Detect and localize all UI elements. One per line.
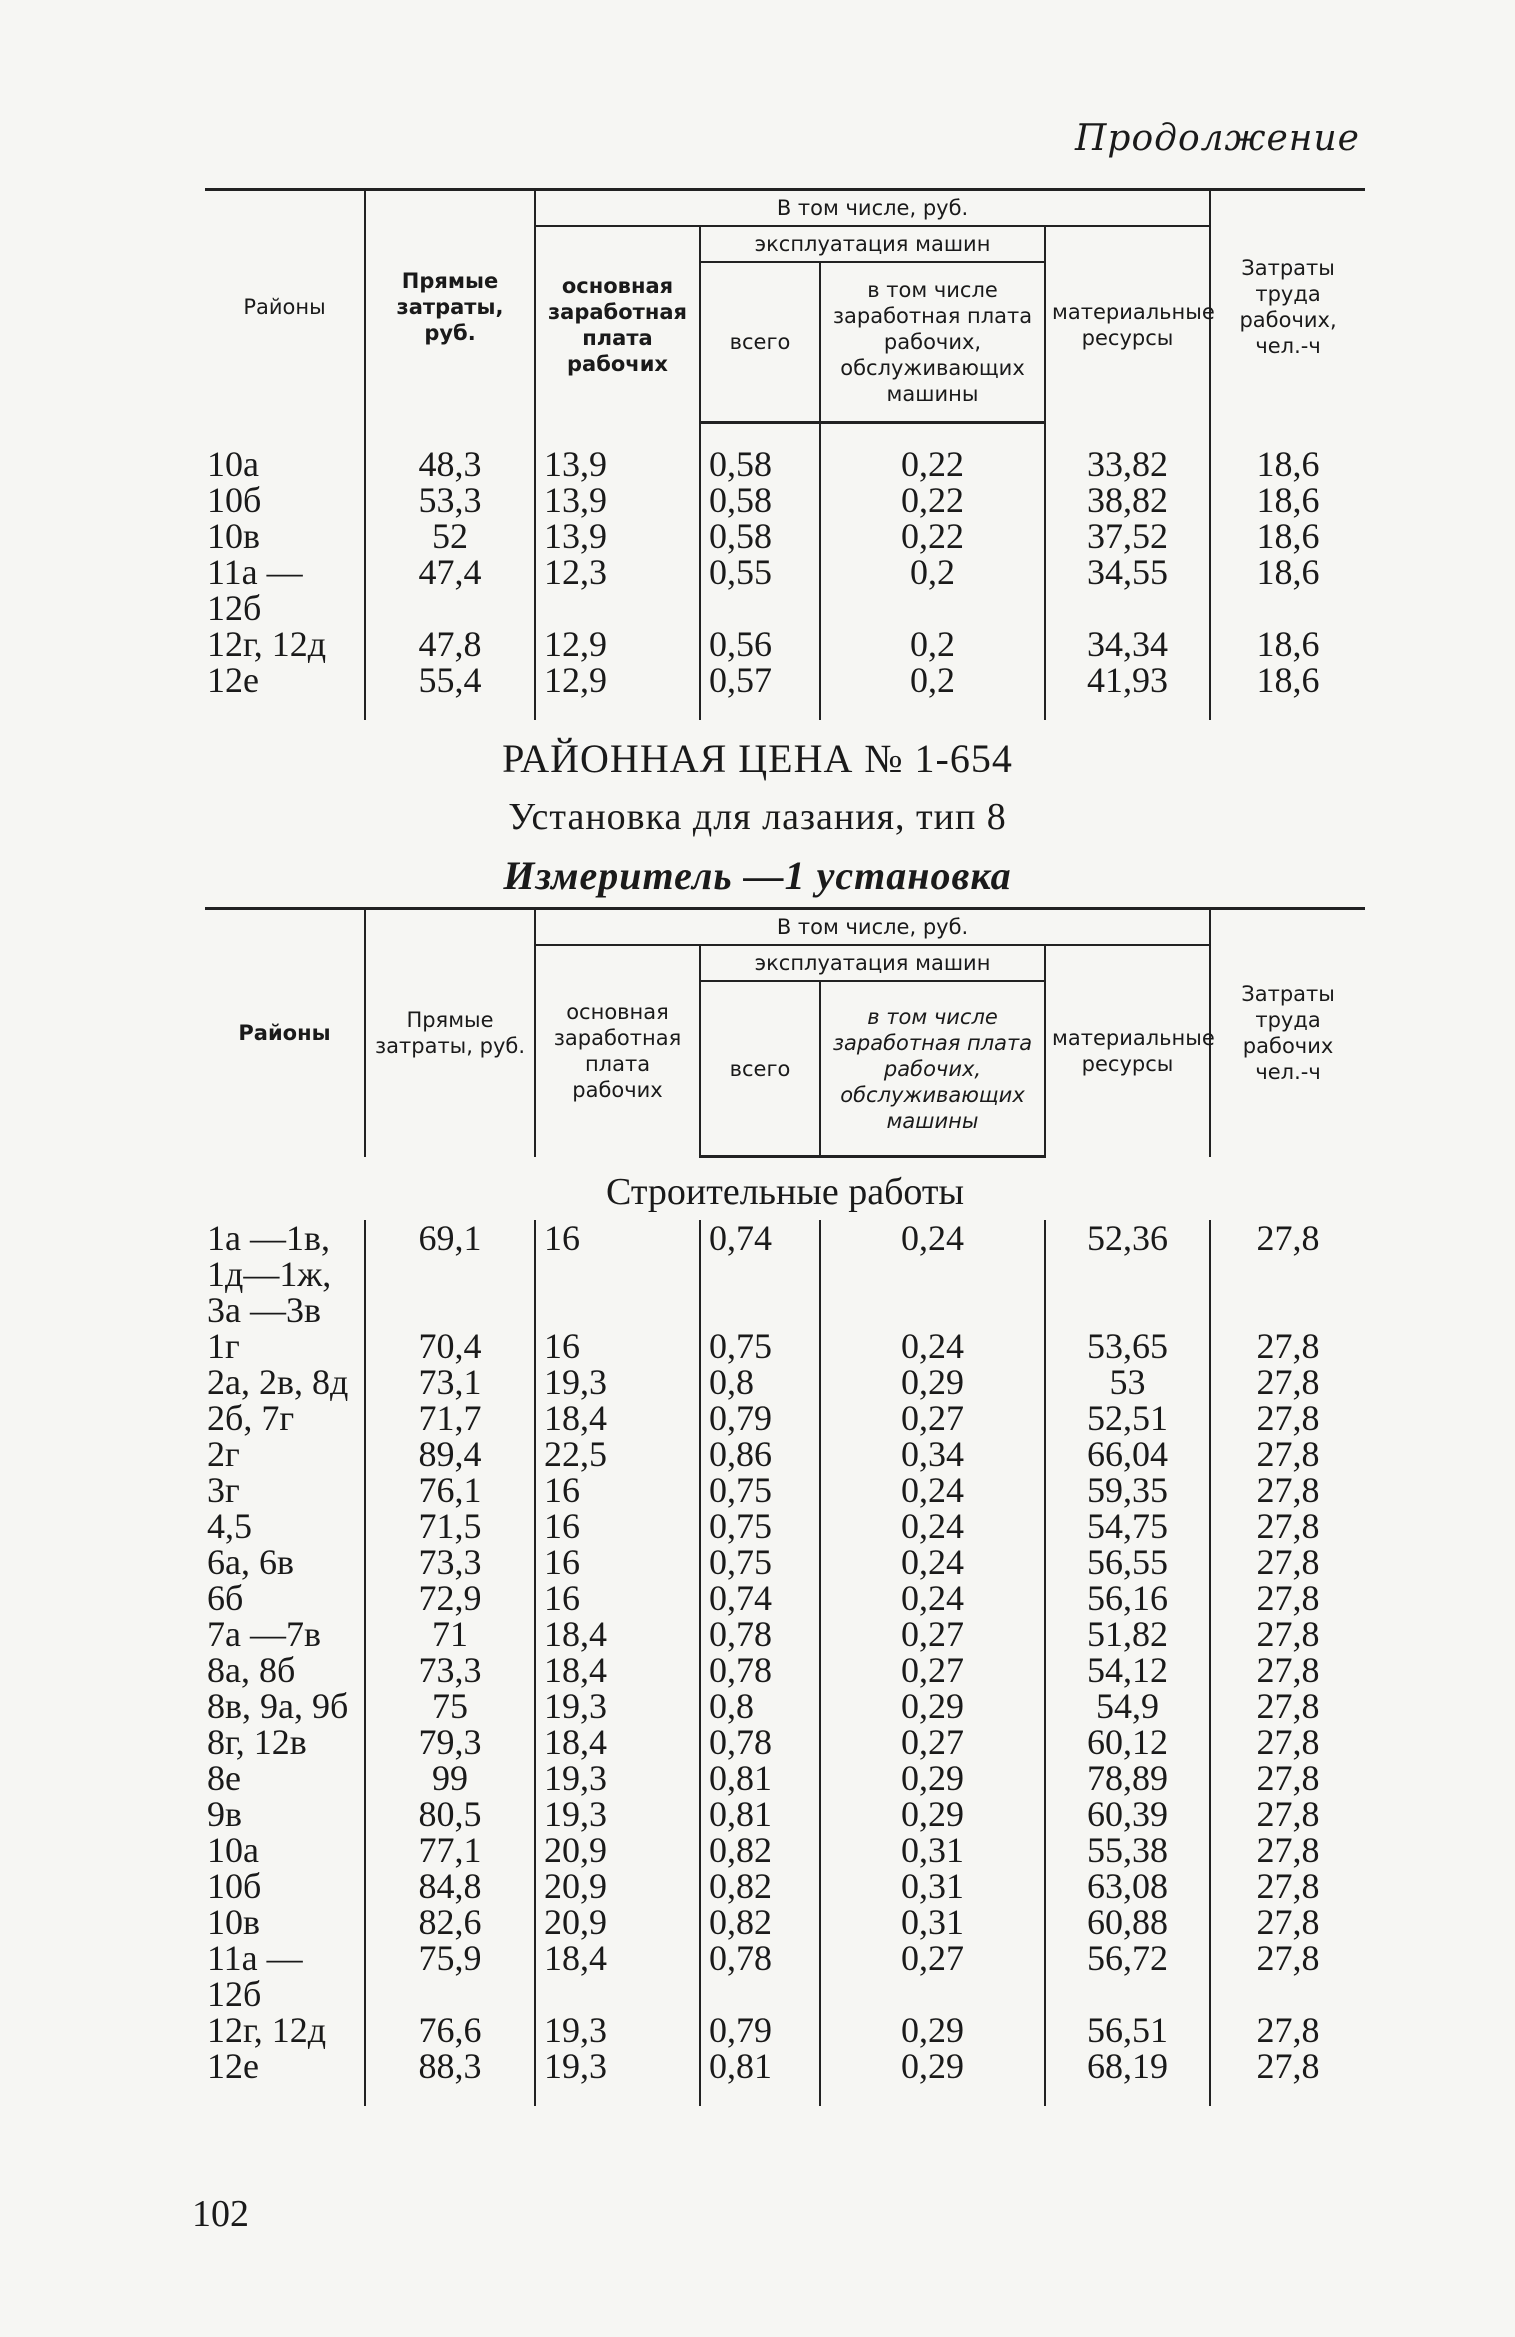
cell-labor: 27,8 xyxy=(1210,1832,1365,1868)
section-title: Строительные работы xyxy=(605,1171,965,1213)
cell-mat: 53 xyxy=(1045,1364,1210,1400)
table-row xyxy=(205,1688,1365,1724)
cell-wage: 16 xyxy=(535,1472,700,1508)
cell-direct: 77,1 xyxy=(365,1832,535,1868)
cell-labor: 27,8 xyxy=(1210,1760,1365,1796)
cell-total: 0,75 xyxy=(700,1472,820,1508)
header-total: всего xyxy=(700,981,820,1157)
cell-wage: 16 xyxy=(535,1508,700,1544)
cell-labor: 27,8 xyxy=(1210,1796,1365,1832)
cell-labor: 27,8 xyxy=(1210,1904,1365,1940)
header-labor: Затраты труда рабочих, чел.-ч xyxy=(1210,190,1365,423)
cell-region: 8г, 12в xyxy=(207,1722,307,1762)
cell-region: 8е xyxy=(207,1758,241,1798)
cell-labor: 27,8 xyxy=(1210,1616,1365,1652)
cell-region: 2г xyxy=(207,1434,240,1474)
cell-region: 2а, 2в, 8д xyxy=(207,1362,349,1402)
cell-wage: 16 xyxy=(535,1328,700,1364)
cell-total: 0,8 xyxy=(700,1364,820,1400)
table-row xyxy=(205,1580,1365,1616)
cell-labor: 27,8 xyxy=(1210,1436,1365,1472)
cell-wage: 18,4 xyxy=(535,1724,700,1760)
cell-mwage: 0,24 xyxy=(820,1580,1045,1616)
cell-labor: 27,8 xyxy=(1210,1220,1365,1328)
cell-region: 11а —12б xyxy=(207,1938,303,2014)
cell-mat: 52,51 xyxy=(1045,1400,1210,1436)
cell-direct: 99 xyxy=(365,1760,535,1796)
table-row xyxy=(205,1940,1365,2012)
cell-direct: 47,4 xyxy=(365,554,535,626)
cell-mat: 54,75 xyxy=(1045,1508,1210,1544)
cell-mat: 78,89 xyxy=(1045,1760,1210,1796)
cell-total: 0,58 xyxy=(700,482,820,518)
cell-region: 2б, 7г xyxy=(207,1398,295,1438)
cell-labor: 18,6 xyxy=(1210,554,1365,626)
cell-direct: 89,4 xyxy=(365,1436,535,1472)
cell-mwage: 0,31 xyxy=(820,1868,1045,1904)
cell-labor: 27,8 xyxy=(1210,1940,1365,2012)
table-row xyxy=(205,1328,1365,1364)
header-materials: материальные ресурсы xyxy=(1045,226,1210,423)
cell-direct: 80,5 xyxy=(365,1796,535,1832)
cell-labor: 27,8 xyxy=(1210,1688,1365,1724)
cell-mat: 54,9 xyxy=(1045,1688,1210,1724)
cell-wage: 16 xyxy=(535,1544,700,1580)
cell-wage: 12,9 xyxy=(535,626,700,662)
cell-labor: 27,8 xyxy=(1210,2048,1365,2084)
table-row xyxy=(205,1796,1365,1832)
header-base-wage: основная заработная плата рабочих xyxy=(535,226,700,423)
table-row xyxy=(205,1652,1365,1688)
cell-total: 0,75 xyxy=(700,1328,820,1364)
cell-mat: 56,51 xyxy=(1045,2012,1210,2048)
header-labor: Затраты труда рабочих чел.-ч xyxy=(1210,909,1365,1157)
cell-mwage: 0,24 xyxy=(820,1220,1045,1328)
cell-region: 10б xyxy=(207,1866,262,1906)
cell-total: 0,74 xyxy=(700,1220,820,1328)
cell-wage: 13,9 xyxy=(535,518,700,554)
cell-wage: 12,9 xyxy=(535,662,700,698)
cell-labor: 27,8 xyxy=(1210,2012,1365,2048)
table-row xyxy=(205,1436,1365,1472)
cell-mwage: 0,27 xyxy=(820,1724,1045,1760)
cell-mat: 56,72 xyxy=(1045,1940,1210,2012)
cell-labor: 27,8 xyxy=(1210,1400,1365,1436)
cell-mwage: 0,29 xyxy=(820,1760,1045,1796)
table-row xyxy=(205,2048,1365,2084)
table-1 xyxy=(205,188,1365,720)
cell-mwage: 0,24 xyxy=(820,1472,1045,1508)
cell-direct: 48,3 xyxy=(365,446,535,482)
cell-wage: 12,3 xyxy=(535,554,700,626)
cell-wage: 18,4 xyxy=(535,1400,700,1436)
cell-region: 6б xyxy=(207,1578,244,1618)
cell-labor: 18,6 xyxy=(1210,518,1365,554)
cell-mat: 66,04 xyxy=(1045,1436,1210,1472)
cell-labor: 18,6 xyxy=(1210,482,1365,518)
cell-wage: 19,3 xyxy=(535,1364,700,1400)
cell-mat: 59,35 xyxy=(1045,1472,1210,1508)
cell-mwage: 0,22 xyxy=(820,446,1045,482)
cell-mat: 34,55 xyxy=(1045,554,1210,626)
cell-mat: 34,34 xyxy=(1045,626,1210,662)
cell-mwage: 0,22 xyxy=(820,518,1045,554)
header-total: всего xyxy=(700,262,820,423)
measure-title: Измеритель —1 установка xyxy=(503,853,1012,898)
cell-wage: 16 xyxy=(535,1220,700,1328)
cell-mwage: 0,29 xyxy=(820,2048,1045,2084)
table-row xyxy=(205,1508,1365,1544)
cell-total: 0,82 xyxy=(700,1904,820,1940)
cell-total: 0,82 xyxy=(700,1868,820,1904)
header-incl-rub: В том числе, руб. xyxy=(535,190,1210,227)
cell-mwage: 0,29 xyxy=(820,2012,1045,2048)
cell-total: 0,74 xyxy=(700,1580,820,1616)
cell-region: 12е xyxy=(207,2046,259,2086)
cell-mat: 41,93 xyxy=(1045,662,1210,698)
cell-direct: 47,8 xyxy=(365,626,535,662)
cell-region: 10а xyxy=(207,1830,259,1870)
cell-labor: 18,6 xyxy=(1210,446,1365,482)
table-row xyxy=(205,1868,1365,1904)
table-row xyxy=(205,1724,1365,1760)
cell-mat: 68,19 xyxy=(1045,2048,1210,2084)
cell-total: 0,78 xyxy=(700,1616,820,1652)
table-2 xyxy=(205,907,1365,2106)
cell-mwage: 0,22 xyxy=(820,482,1045,518)
cell-mat: 37,52 xyxy=(1045,518,1210,554)
header-direct-costs: Прямые затраты, руб. xyxy=(365,190,535,423)
cell-total: 0,58 xyxy=(700,518,820,554)
cell-labor: 27,8 xyxy=(1210,1328,1365,1364)
cell-mwage: 0,27 xyxy=(820,1616,1045,1652)
cell-labor: 27,8 xyxy=(1210,1544,1365,1580)
unit-title: Установка для лазания, тип 8 xyxy=(508,796,1007,838)
cell-wage: 13,9 xyxy=(535,482,700,518)
cell-direct: 75 xyxy=(365,1688,535,1724)
table-row xyxy=(205,1904,1365,1940)
cell-total: 0,58 xyxy=(700,446,820,482)
cell-wage: 18,4 xyxy=(535,1616,700,1652)
cell-wage: 22,5 xyxy=(535,1436,700,1472)
cell-direct: 70,4 xyxy=(365,1328,535,1364)
table-row xyxy=(205,2012,1365,2048)
cell-direct: 84,8 xyxy=(365,1868,535,1904)
cell-region: 8в, 9а, 9б xyxy=(207,1686,349,1726)
cell-wage: 20,9 xyxy=(535,1868,700,1904)
cell-wage: 18,4 xyxy=(535,1652,700,1688)
cell-wage: 18,4 xyxy=(535,1940,700,2012)
cell-direct: 73,1 xyxy=(365,1364,535,1400)
cell-mwage: 0,24 xyxy=(820,1544,1045,1580)
cell-region: 10а xyxy=(207,444,259,484)
cell-total: 0,75 xyxy=(700,1544,820,1580)
table-row xyxy=(205,1832,1365,1868)
page-number: 102 xyxy=(192,2193,249,2235)
cell-wage: 19,3 xyxy=(535,1760,700,1796)
cell-region: 1а —1в, 1д—1ж, 3а —3в xyxy=(207,1218,332,1330)
header-direct-costs: Прямые затраты, руб. xyxy=(365,909,535,1157)
table-row xyxy=(205,446,1365,482)
cell-direct: 71,7 xyxy=(365,1400,535,1436)
table-row xyxy=(205,626,1365,662)
cell-direct: 53,3 xyxy=(365,482,535,518)
cell-total: 0,8 xyxy=(700,1688,820,1724)
cell-mat: 63,08 xyxy=(1045,1868,1210,1904)
cell-direct: 75,9 xyxy=(365,1940,535,2012)
table-row xyxy=(205,1364,1365,1400)
cell-mat: 52,36 xyxy=(1045,1220,1210,1328)
cell-mwage: 0,24 xyxy=(820,1508,1045,1544)
cell-labor: 27,8 xyxy=(1210,1580,1365,1616)
cell-mat: 53,65 xyxy=(1045,1328,1210,1364)
cell-labor: 18,6 xyxy=(1210,662,1365,698)
cell-region: 10в xyxy=(207,516,260,556)
cell-labor: 27,8 xyxy=(1210,1868,1365,1904)
cell-total: 0,75 xyxy=(700,1508,820,1544)
cell-total: 0,56 xyxy=(700,626,820,662)
cell-wage: 19,3 xyxy=(535,1688,700,1724)
cell-total: 0,79 xyxy=(700,1400,820,1436)
header-machine-op: эксплуатация машин xyxy=(700,945,1045,981)
cell-direct: 73,3 xyxy=(365,1544,535,1580)
cell-region: 7а —7в xyxy=(207,1614,321,1654)
cell-region: 8а, 8б xyxy=(207,1650,296,1690)
cell-region: 4,5 xyxy=(207,1506,252,1546)
cell-direct: 71,5 xyxy=(365,1508,535,1544)
cell-total: 0,78 xyxy=(700,1724,820,1760)
header-incl-machine-wage: в том числе заработная плата рабочих, обслуживающих машины xyxy=(820,981,1045,1157)
table-row xyxy=(205,1472,1365,1508)
cell-mwage: 0,2 xyxy=(820,626,1045,662)
table-row xyxy=(205,1400,1365,1436)
cell-total: 0,78 xyxy=(700,1652,820,1688)
cell-total: 0,79 xyxy=(700,2012,820,2048)
cell-labor: 27,8 xyxy=(1210,1364,1365,1400)
cell-total: 0,81 xyxy=(700,2048,820,2084)
cell-direct: 55,4 xyxy=(365,662,535,698)
cell-direct: 76,6 xyxy=(365,2012,535,2048)
table-row xyxy=(205,554,1365,626)
header-regions: Районы xyxy=(205,190,365,423)
table-row xyxy=(205,518,1365,554)
cell-mwage: 0,29 xyxy=(820,1364,1045,1400)
cell-wage: 13,9 xyxy=(535,446,700,482)
table-row xyxy=(205,482,1365,518)
cell-mwage: 0,27 xyxy=(820,1940,1045,2012)
cell-mat: 56,55 xyxy=(1045,1544,1210,1580)
table-row xyxy=(205,1760,1365,1796)
cell-total: 0,57 xyxy=(700,662,820,698)
cell-region: 10б xyxy=(207,480,262,520)
cell-total: 0,86 xyxy=(700,1436,820,1472)
cell-total: 0,81 xyxy=(700,1760,820,1796)
cell-direct: 76,1 xyxy=(365,1472,535,1508)
cell-direct: 79,3 xyxy=(365,1724,535,1760)
cell-direct: 72,9 xyxy=(365,1580,535,1616)
cell-mwage: 0,29 xyxy=(820,1796,1045,1832)
cell-mat: 60,12 xyxy=(1045,1724,1210,1760)
cell-wage: 20,9 xyxy=(535,1832,700,1868)
cell-total: 0,78 xyxy=(700,1940,820,2012)
cell-region: 10в xyxy=(207,1902,260,1942)
cell-mwage: 0,34 xyxy=(820,1436,1045,1472)
table-row xyxy=(205,662,1365,698)
cell-direct: 52 xyxy=(365,518,535,554)
price-title: РАЙОННАЯ ЦЕНА № 1-654 xyxy=(502,736,1013,781)
cell-mat: 38,82 xyxy=(1045,482,1210,518)
cell-wage: 16 xyxy=(535,1580,700,1616)
cell-region: 12е xyxy=(207,660,259,700)
cell-labor: 27,8 xyxy=(1210,1472,1365,1508)
header-materials: материальные ресурсы xyxy=(1045,945,1210,1157)
cell-labor: 27,8 xyxy=(1210,1724,1365,1760)
cell-region: 11а —12б xyxy=(207,552,303,628)
cell-direct: 88,3 xyxy=(365,2048,535,2084)
cell-mat: 51,82 xyxy=(1045,1616,1210,1652)
cell-total: 0,81 xyxy=(700,1796,820,1832)
cell-labor: 27,8 xyxy=(1210,1652,1365,1688)
table-row xyxy=(205,1616,1365,1652)
cell-wage: 20,9 xyxy=(535,1904,700,1940)
header-incl-rub: В том числе, руб. xyxy=(535,909,1210,946)
header-incl-machine-wage: в том числе заработная плата рабочих, обслуживающих машины xyxy=(820,262,1045,423)
cell-mat: 56,16 xyxy=(1045,1580,1210,1616)
continuation-label: Продолжение xyxy=(1075,118,1360,159)
header-base-wage: основная заработная плата рабочих xyxy=(535,945,700,1157)
cell-total: 0,55 xyxy=(700,554,820,626)
cell-mat: 60,39 xyxy=(1045,1796,1210,1832)
cell-mat: 33,82 xyxy=(1045,446,1210,482)
cell-mwage: 0,31 xyxy=(820,1832,1045,1868)
cell-wage: 19,3 xyxy=(535,1796,700,1832)
cell-mwage: 0,24 xyxy=(820,1328,1045,1364)
header-regions: Районы xyxy=(205,909,365,1157)
cell-mwage: 0,27 xyxy=(820,1652,1045,1688)
cell-wage: 19,3 xyxy=(535,2012,700,2048)
cell-direct: 69,1 xyxy=(365,1220,535,1328)
cell-mwage: 0,2 xyxy=(820,662,1045,698)
cell-labor: 27,8 xyxy=(1210,1508,1365,1544)
cell-labor: 18,6 xyxy=(1210,626,1365,662)
cell-region: 3г xyxy=(207,1470,240,1510)
cell-region: 9в xyxy=(207,1794,242,1834)
cell-direct: 82,6 xyxy=(365,1904,535,1940)
cell-total: 0,82 xyxy=(700,1832,820,1868)
cell-region: 12г, 12д xyxy=(207,2010,327,2050)
cell-mat: 54,12 xyxy=(1045,1652,1210,1688)
cell-direct: 73,3 xyxy=(365,1652,535,1688)
cell-region: 12г, 12д xyxy=(207,624,327,664)
cell-mat: 55,38 xyxy=(1045,1832,1210,1868)
table-row xyxy=(205,1544,1365,1580)
cell-mwage: 0,29 xyxy=(820,1688,1045,1724)
cell-direct: 71 xyxy=(365,1616,535,1652)
cell-mwage: 0,2 xyxy=(820,554,1045,626)
header-machine-op: эксплуатация машин xyxy=(700,226,1045,262)
cell-region: 1г xyxy=(207,1326,240,1366)
table-row xyxy=(205,1220,1365,1328)
cell-wage: 19,3 xyxy=(535,2048,700,2084)
cell-mat: 60,88 xyxy=(1045,1904,1210,1940)
cell-mwage: 0,27 xyxy=(820,1400,1045,1436)
cell-mwage: 0,31 xyxy=(820,1904,1045,1940)
cell-region: 6а, 6в xyxy=(207,1542,294,1582)
